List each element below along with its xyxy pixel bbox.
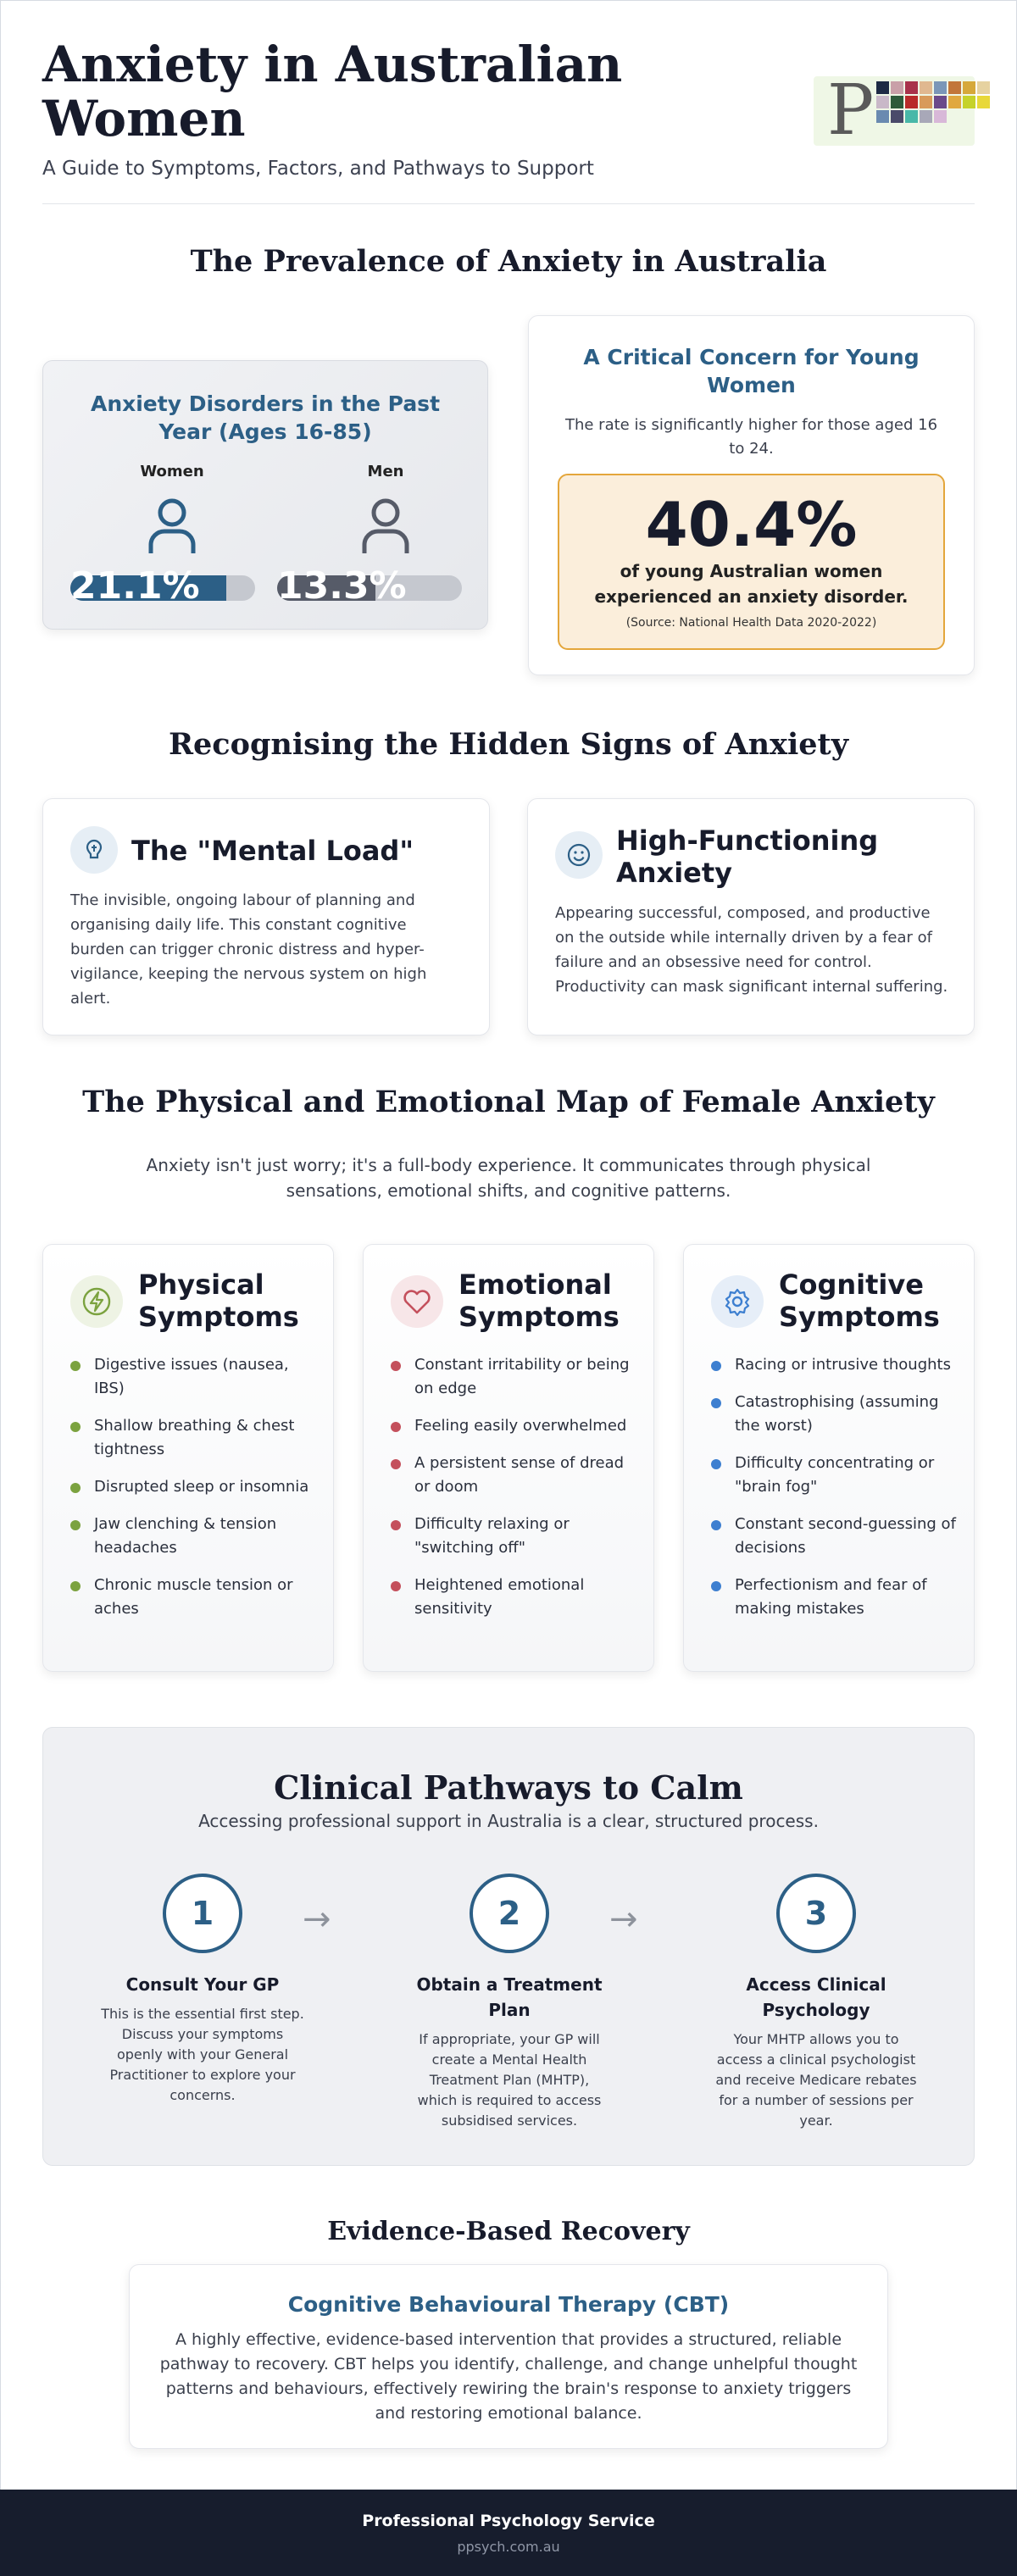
women-label: Women [140,463,204,480]
logo-tile [934,96,947,108]
pathway-step-2 [399,1874,620,2131]
step-number: 2 [470,1874,549,1953]
list-item-text: Heightened emotional sensitivity [414,1576,585,1618]
bullet-dot [711,1459,721,1469]
step-title: Consult Your GP [125,1974,280,1995]
smile-icon [555,831,603,879]
footer-name: Professional Psychology Service [362,2512,655,2530]
pathway-step-3 [706,1874,926,2131]
symptom-column-title: Emotional Symptoms [458,1269,620,1333]
logo-tile [920,81,932,94]
list-item [70,1414,316,1462]
critical-source: (Source: National Health Data 2020-2022) [625,616,877,630]
list-item [391,1452,636,1499]
bullet-dot [391,1361,401,1371]
cognitive-symptom-list [711,1353,957,1635]
section-title-recovery: Evidence-Based Recovery [327,2217,690,2246]
section-title-prevalence: The Prevalence of Anxiety in Australia [190,244,827,279]
bullet-dot [711,1581,721,1591]
woman-person-icon [147,496,197,555]
list-item [70,1574,316,1621]
header-divider [42,203,975,204]
logo-tile [891,81,903,94]
logo-tile [891,110,903,123]
logo-tile [948,81,961,94]
list-item [70,1513,316,1560]
logo-tile [963,81,975,94]
women-value: 21.1% [70,564,200,608]
list-item [70,1475,316,1499]
critical-stat-text: of young Australian women experienced an anxiety disorder. [594,561,909,607]
logo-tile [977,81,990,94]
bullet-dot [70,1361,81,1371]
sign-title: High-Functioning Anxiety [616,824,879,889]
step-title: Access Clinical Psychology [746,1974,886,2020]
bullet-dot [711,1361,721,1371]
step-number: 3 [776,1874,856,1953]
page-title: Anxiety in Australian Women [42,36,623,147]
step-title: Obtain a Treatment Plan [416,1974,603,2020]
bullet-dot [70,1581,81,1591]
symptom-column-title: Cognitive Symptoms [779,1269,940,1333]
bullet-dot [711,1398,721,1408]
man-person-icon [360,496,411,555]
arrow-right-icon: → [609,1900,638,1939]
bullet-dot [70,1520,81,1530]
men-column [292,463,479,555]
lightning-icon [70,1275,123,1328]
logo-mosaic [876,81,990,123]
list-item [711,1574,957,1621]
bullet-dot [70,1422,81,1432]
list-item [70,1353,316,1401]
step-text: If appropriate, your GP will create a Mental Health Treatment Plan (MHTP), which is required to access subsidised services. [417,2031,602,2129]
section-title-signs: Recognising the Hidden Signs of Anxiety [168,727,849,762]
list-item-text: Jaw clenching & tension headaches [94,1515,277,1557]
bullet-dot [391,1581,401,1591]
physical-symptom-list [70,1353,316,1635]
page-subtitle: A Guide to Symptoms, Factors, and Pathways to Support [42,158,594,180]
list-item-text: Disrupted sleep or insomnia [94,1478,309,1496]
emotional-symptoms-card [363,1244,654,1672]
list-item [391,1414,636,1438]
emotional-symptom-list [391,1353,636,1635]
cognitive-symptoms-card [683,1244,975,1672]
list-item-text: Catastrophising (assuming the worst) [735,1393,939,1435]
list-item-text: Digestive issues (nausea, IBS) [94,1356,289,1397]
bullet-dot [391,1459,401,1469]
clinical-pathways-panel [42,1727,975,2166]
sign-card-high-functioning [527,798,975,1035]
list-item [711,1353,957,1377]
arrow-right-icon: → [303,1900,331,1939]
list-item [711,1391,957,1438]
sign-title: The "Mental Load" [131,835,414,867]
brain-icon [70,826,118,874]
logo-tile [905,96,918,108]
page-header [42,37,975,180]
logo-tile [905,81,918,94]
heart-icon [391,1275,443,1328]
list-item-text: Feeling easily overwhelmed [414,1417,627,1435]
page-footer [0,2490,1017,2576]
logo-tile [963,96,975,108]
women-column [79,463,265,555]
men-label: Men [367,463,404,480]
logo-tile [891,96,903,108]
symptom-column-title: Physical Symptoms [138,1269,299,1333]
brand-logo [814,70,975,151]
map-intro: Anxiety isn't just worry; it's a full-body experience. It communicates through physical sensations, emotional shifts, and cognitive patterns. [146,1155,871,1201]
cbt-text: A highly effective, evidence-based intervention that provides a structured, reliable pathway to recovery. CBT helps you identify, challenge, and change unhelpful thought patterns and behaviours, effectively rewiring the brain's response to anxiety triggers and restoring emotional balance. [159,2330,858,2423]
critical-big-value: 40.4% [645,489,858,560]
section-title-map: The Physical and Emotional Map of Female Anxiety [82,1085,935,1119]
cbt-title: Cognitive Behavioural Therapy (CBT) [287,2292,730,2317]
list-item-text: Racing or intrusive thoughts [735,1356,951,1374]
critical-description: The rate is significantly higher for those aged 16 to 24. [564,416,938,458]
logo-tile [934,81,947,94]
logo-tile [920,110,932,123]
logo-letter: P [827,70,875,151]
list-item [391,1513,636,1560]
logo-tile [920,96,932,108]
list-item [391,1353,636,1401]
list-item [711,1452,957,1499]
critical-title: A Critical Concern for Young Women [583,345,920,397]
men-value: 13.3% [277,564,407,608]
list-item-text: Chronic muscle tension or aches [94,1576,293,1618]
logo-tile [977,96,990,108]
step-text: Your MHTP allows you to access a clinical psychologist and receive Medicare rebates for a number of sessions per year. [715,2031,917,2129]
list-item-text: Shallow breathing & chest tightness [94,1417,295,1458]
bullet-dot [391,1422,401,1432]
logo-tile [876,110,889,123]
logo-tile [948,96,961,108]
sign-card-mental-load [42,798,490,1035]
bullet-dot [711,1520,721,1530]
cbt-card [129,2264,888,2449]
list-item-text: Difficulty concentrating or "brain fog" [735,1454,935,1496]
critical-concern-card [528,315,975,675]
step-number: 1 [163,1874,242,1953]
pathways-title: Clinical Pathways to Calm [274,1768,743,1807]
critical-stat-box [558,474,945,650]
logo-tile [876,96,889,108]
logo-tile [905,110,918,123]
list-item-text: Perfectionism and fear of making mistakes [735,1576,927,1618]
list-item-text: Constant second-guessing of decisions [735,1515,956,1557]
past-year-title: Anxiety Disorders in the Past Year (Ages 16-85) [90,391,441,444]
sign-text: The invisible, ongoing labour of planning and organising daily life. This constant cognitive burden can trigger chronic distress and hyper-vigilance, keeping the nervous system on high alert. [70,891,427,1008]
gear-icon [711,1275,764,1328]
list-item [711,1513,957,1560]
pathways-subtitle: Accessing professional support in Australia is a clear, structured process. [198,1811,819,1831]
footer-url[interactable]: ppsych.com.au [457,2539,560,2555]
list-item-text: A persistent sense of dread or doom [414,1454,625,1496]
list-item-text: Constant irritability or being on edge [414,1356,630,1397]
sign-text: Appearing successful, composed, and productive on the outside while internally driven by a fear of failure and an obsessive need for control. Productivity can mask significant internal suffering. [555,904,948,996]
bullet-dot [70,1483,81,1493]
logo-tile [934,110,947,123]
pathway-step-1 [92,1874,313,2106]
step-text: This is the essential first step. Discuss your symptoms openly with your General Practitioner to explore your concerns. [101,2006,304,2103]
men-bar [277,564,462,608]
past-year-card [42,360,488,630]
list-item [391,1574,636,1621]
physical-symptoms-card [42,1244,334,1672]
logo-tile [876,81,889,94]
bullet-dot [391,1520,401,1530]
list-item-text: Difficulty relaxing or "switching off" [414,1515,570,1557]
women-bar [70,564,255,608]
